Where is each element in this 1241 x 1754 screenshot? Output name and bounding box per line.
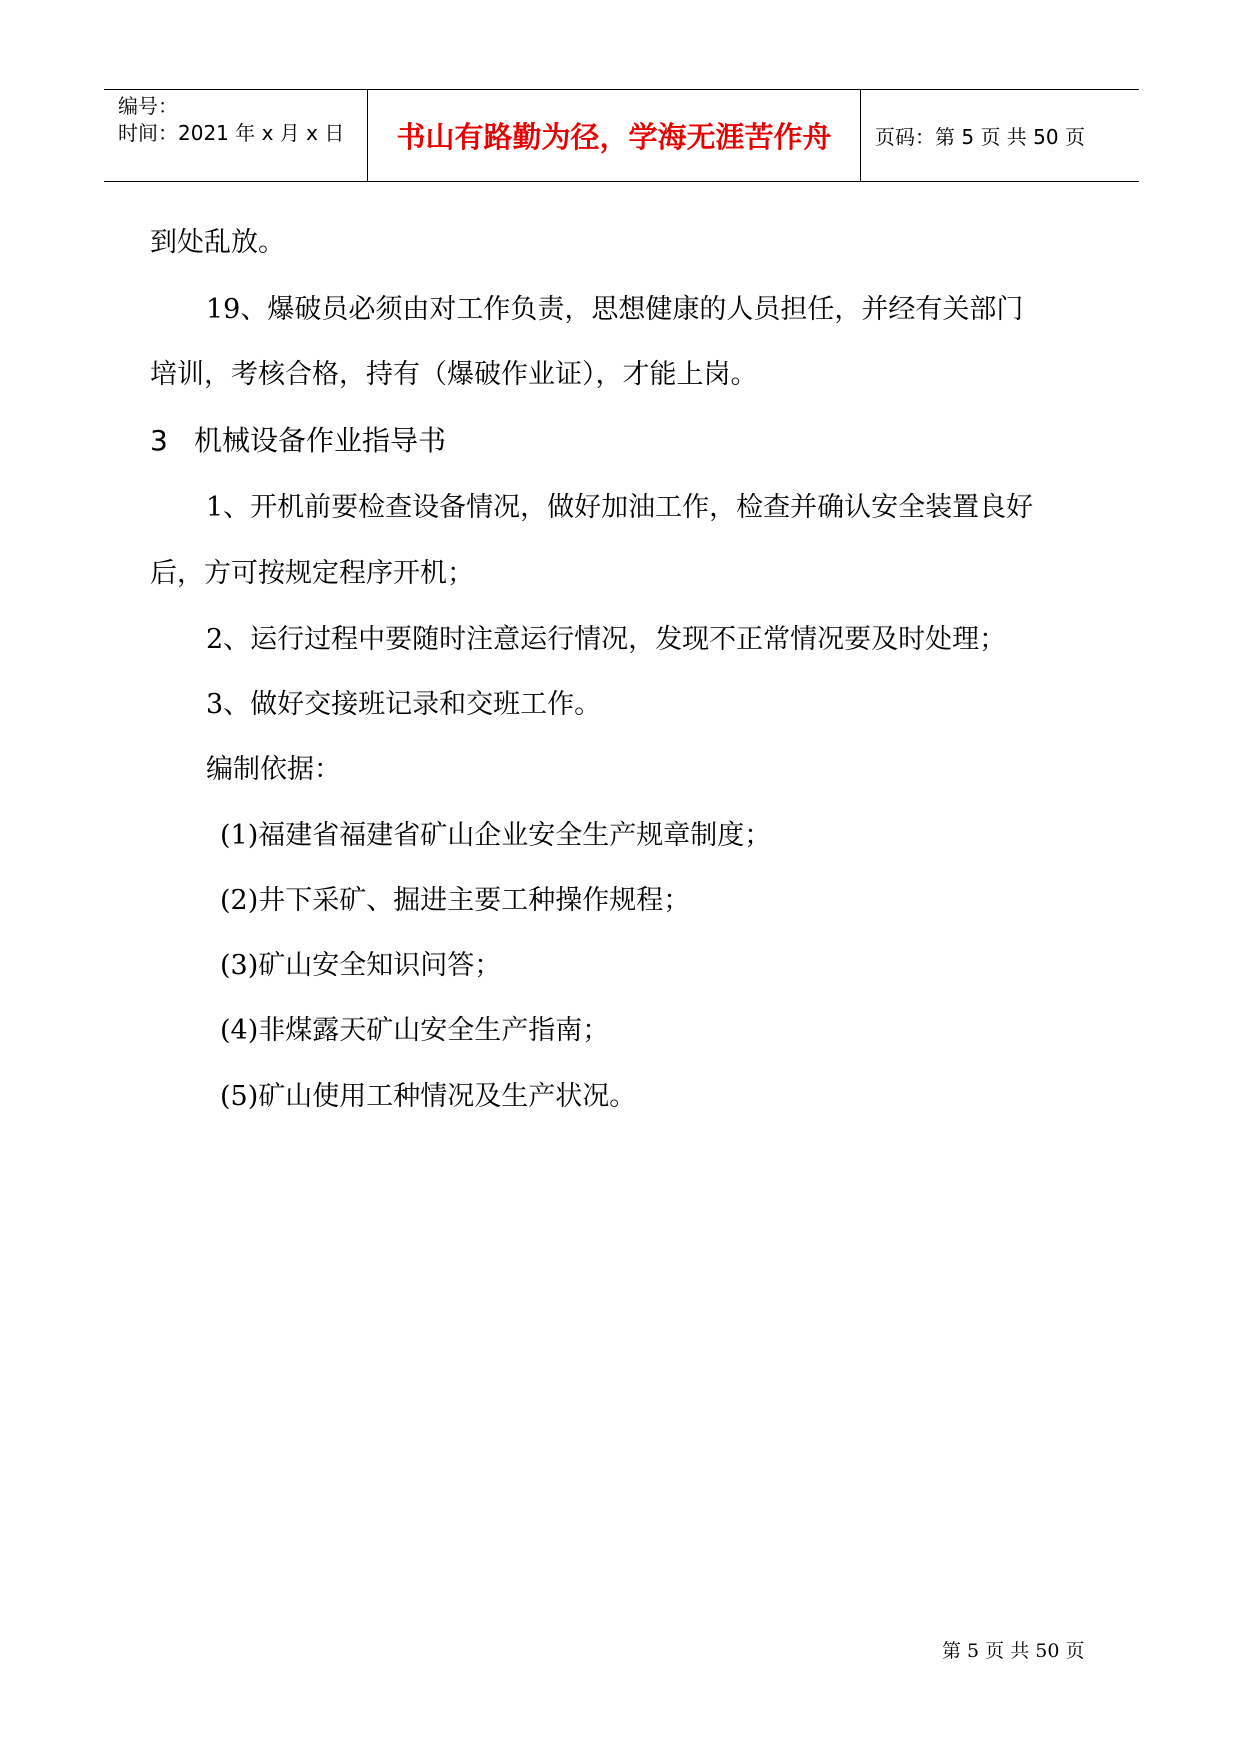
item-3: 3、做好交接班记录和交班工作。	[206, 689, 602, 720]
document-number-label: 编号：	[118, 94, 178, 118]
paragraph-19-line-1: 19、爆破员必须由对工作负责，思想健康的人员担任，并经有关部门	[206, 294, 1024, 325]
item-1-line-2: 后，方可按规定程序开机；	[150, 558, 474, 589]
page-header	[104, 89, 1139, 182]
header-page-number: 页码：第 5 页 共 50 页	[875, 125, 1085, 149]
item-1-line-1: 1、开机前要检查设备情况，做好加油工作，检查并确认安全装置良好	[206, 492, 1034, 523]
paragraph-continuation: 到处乱放。	[150, 227, 285, 258]
basis-item: (2)井下采矿、掘进主要工种操作规程；	[220, 885, 691, 916]
header-info-cell	[104, 90, 368, 181]
section-3-heading	[150, 424, 446, 458]
page-footer: 第 5 页 共 50 页	[942, 1640, 1085, 1662]
paragraph-19-line-2: 培训，考核合格，持有（爆破作业证），才能上岗。	[150, 359, 758, 390]
section-3-title: 机械设备作业指导书	[194, 424, 447, 457]
header-motto: 书山有路勤为径，学海无涯苦作舟	[368, 90, 861, 181]
basis-item: (5)矿山使用工种情况及生产状况。	[220, 1081, 637, 1112]
item-2: 2、运行过程中要随时注意运行情况，发现不正常情况要及时处理；	[206, 624, 1007, 655]
document-time-label: 时间：2021 年 x 月 x 日	[118, 121, 345, 145]
basis-item: (3)矿山安全知识问答；	[220, 950, 502, 981]
basis-item: (1)福建省福建省矿山企业安全生产规章制度；	[220, 820, 772, 851]
section-3-number: 3	[150, 424, 168, 457]
basis-item: (4)非煤露天矿山安全生产指南；	[220, 1015, 610, 1046]
basis-title: 编制依据：	[206, 754, 341, 785]
